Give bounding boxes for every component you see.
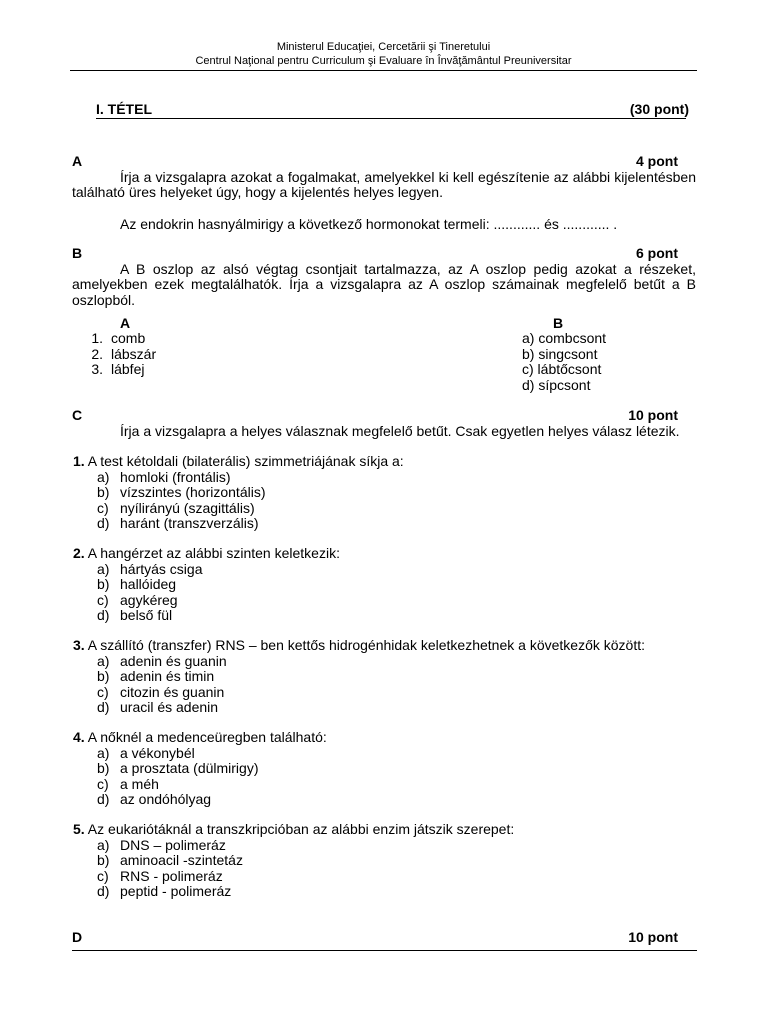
option-c: c) nyílirányú (szagittális) [97,499,255,516]
option-a: a) DNS – polimeráz [97,836,226,853]
option-b: b) vízszintes (horizontális) [97,484,266,500]
list-item: c) lábtőcsont [522,361,602,377]
option-b: b) aminoacil -szintetáz [97,852,243,868]
option-c: c) RNS - polimeráz [97,867,223,884]
question-4: 4. A nőknél a medenceüregben található: a) a vékonybél b) a prosztata (dülmirigy) c) a méh d) az ondóhólyag [73,730,693,808]
option-d: d) az ondóhólyag [97,791,212,807]
option-d: d) peptid - polimeráz [97,883,232,899]
part-d [72,930,696,946]
option-b: b) hallóideg [97,576,177,592]
section-points: (30 pont) [629,101,689,117]
column-a-list [80,331,156,378]
part-c-points: 10 pont [628,407,678,423]
question-5: 5. Az eukariótáknál a transzkripcióban az alábbi enzim játszik szerepet: a) DNS – polimeráz b) aminoacil -szintetáz c) RNS - polimeráz d) peptid - polimeráz [73,822,693,900]
part-b [72,246,696,308]
section-heading [96,100,689,118]
part-b-heading [72,246,696,262]
part-c-instruction: Írja a vizsgalapra a helyes válasznak megfelelő betűt. Csak egyetlen helyes válasz létezik. [120,422,680,439]
part-a-points: 4 pont [636,153,678,169]
section-title: I. TÉTEL [96,101,152,117]
option-b: b) a prosztata (dülmirigy) [97,760,259,776]
option-d: d) uracil és adenin [97,699,219,715]
option-a: a) adenin és guanin [97,652,227,669]
option-d: d) haránt (transzverzális) [97,515,259,531]
list-item: d) sípcsont [522,376,591,393]
option-a: a) homloki (frontális) [97,468,231,485]
part-d-letter: D [72,929,83,945]
option-d: d) belső fül [97,607,173,623]
list-item: b) singcsont [522,345,598,362]
part-d-points: 10 pont [628,929,678,945]
option-c: c) a méh [97,775,159,792]
list-item: a) combcsont [522,330,607,346]
option-c: c) citozin és guanin [97,683,225,700]
section-underline [96,118,686,119]
list-item: 1. comb [91,330,146,346]
part-c-heading [72,408,696,424]
header-divider [70,70,697,71]
part-a-heading [72,154,696,170]
column-b-list [522,331,606,393]
part-a-statement: Az endokrin hasnyálmirigy a következő hormonokat termeli: ............ és ............ . [120,216,618,232]
question-3: 3. A szállító (transzfer) RNS – ben kettős hidrogénhidak keletkezhetnek a következők között: a) adenin és guanin b) adenin és timin c) citozin és guanin d) uracil és adenin [73,638,693,716]
option-c: c) agykéreg [97,591,178,608]
part-b-points: 6 pont [636,245,678,261]
part-b-instruction: A B oszlop az alsó végtag csontjait tartalmazza, az A oszlop pedig azokat a részeket, amelyekben ezek megtalálhatók. Írja a vizsgalapra az A oszlop számainak megfelelő betűt a B oszlopból. [72,260,696,308]
part-c [72,408,696,439]
part-b-letter: B [72,245,83,261]
part-a-instruction: Írja a vizsgalapra azokat a fogalmakat, amelyekkel ki kell egészítenie az alábbi kijelentésben található üres helyeket úgy, hogy a kijelentés helyes legyen. [72,168,696,200]
option-a: a) a vékonybél [97,744,195,761]
part-a-letter: A [72,153,83,169]
option-a: a) hártyás csiga [97,560,203,577]
document-header [70,40,697,68]
column-a-heading: A [120,315,131,331]
column-b-heading: B [553,315,564,331]
question-2: 2. A hangérzet az alábbi szinten keletkezik: a) hártyás csiga b) hallóideg c) agykéreg d) belső fül [73,546,693,624]
part-d-heading [72,930,696,946]
header-ministry: Ministerul Educaţiei, Cercetării şi Tineretului [276,41,491,53]
part-c-letter: C [72,407,83,423]
part-a [72,154,696,201]
question-1: 1. A test kétoldali (bilaterális) szimmetriájának síkja a: a) homloki (frontális) b) vízszintes (horizontális) c) nyílirányú (szagittális) d) haránt (transzverzális) [73,454,693,532]
footer-divider [72,950,697,951]
list-item: 2. lábszár [91,345,157,362]
list-item: 3. lábfej [91,361,145,377]
option-b: b) adenin és timin [97,668,215,684]
header-center: Centrul Naţional pentru Curriculum şi Evaluare în Învăţământul Preuniversitar [195,55,572,67]
